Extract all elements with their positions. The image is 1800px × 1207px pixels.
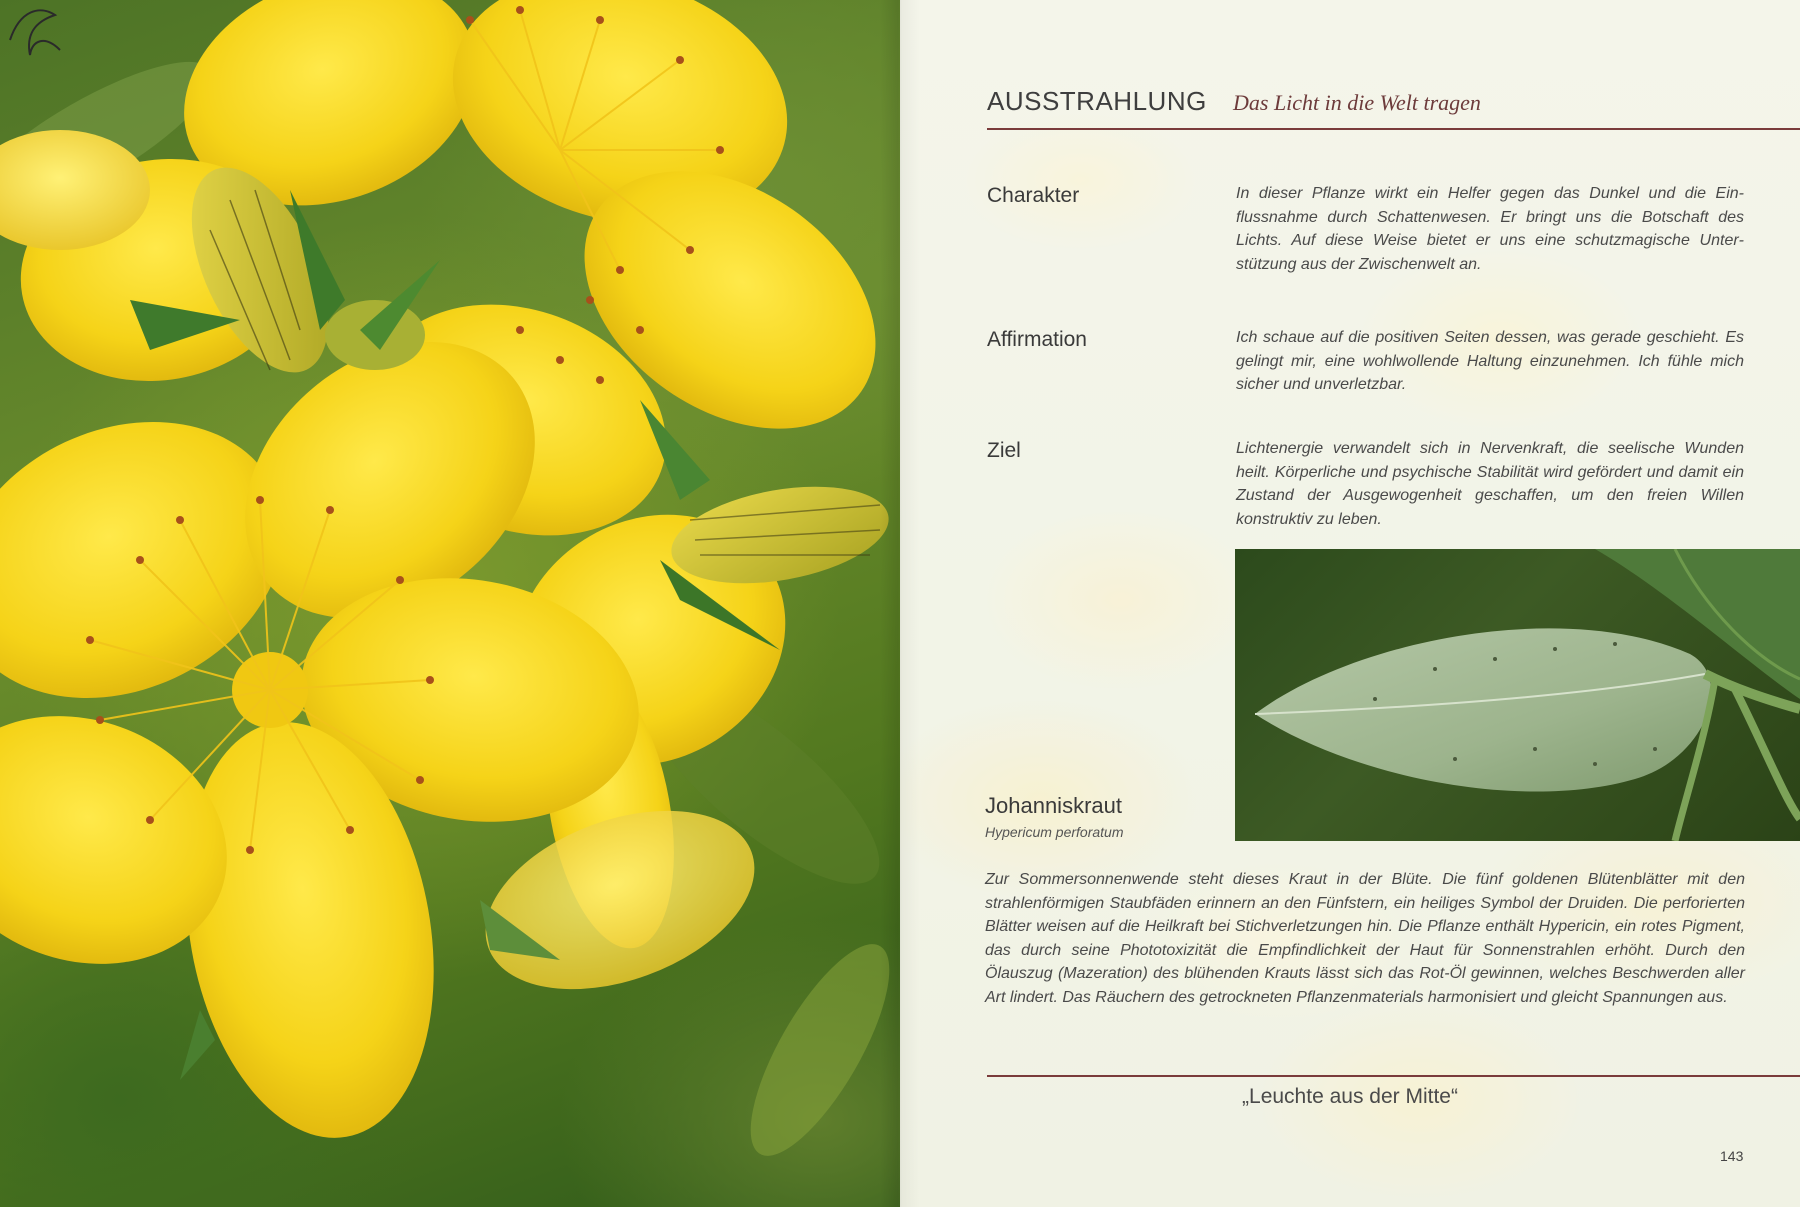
page-number: 143 <box>1720 1148 1744 1164</box>
book-gutter <box>880 0 920 1207</box>
affirmation-label: Affirmation <box>987 328 1087 351</box>
section-subtitle: Das Licht in die Welt tragen <box>1233 90 1481 115</box>
text-page <box>900 0 1800 1207</box>
top-divider <box>987 128 1800 130</box>
charakter-label: Charakter <box>987 184 1080 207</box>
plant-description: Zur Sommersonnenwende steht dieses Kraut in der Blüte. Die fünf goldenen Blütenblätter mit den strahlenförmigen Staubfäden erinnern an den Fünfstern, ein heiliges Symbol der Druiden. Die perforierten Blätter weisen auf die Heilkraft bei Stichverletzungen hin. Die Pflanze enthält Hypericin, ein rotes Pigment, das durch seine Phototoxizität die Empfindlichkeit der Haut für Sonnenstrahlen erhöht. Durch den Ölauszug (Mazeration) des blühenden Krauts lässt sich das Rot-Öl gewinnen, welches Beschwerden aller Art lindert. Das Räuchern des getrockneten Pflanzenmaterials harmonisiert und gleicht Spannungen aus. <box>985 871 1745 1006</box>
affirmation-text: Ich schaue auf die positiven Seiten dessen, was gerade geschieht. Es gelingt mir, eine wohlwollende Haltung einzunehmen. Ich fühle mich sicher und unverletzbar. <box>1236 329 1744 393</box>
leaf-illustration <box>1235 549 1800 841</box>
plant-latin-name: Hypericum perforatum <box>985 824 1124 840</box>
bottom-divider <box>987 1075 1800 1077</box>
leaf-photo <box>1235 549 1800 841</box>
charakter-text: In dieser Pflanze wirkt ein Helfer gegen das Dunkel und die Einflussnahme durch Schattenwesen. Er bringt uns die Botschaft des Lichts. Auf diese Weise bietet er uns eine schutzmagische Unterstützung aus der Zwischenwelt an. <box>1236 185 1744 273</box>
motto-quote: „Leuchte aus der Mitte“ <box>1242 1085 1458 1108</box>
ziel-label: Ziel <box>987 439 1021 462</box>
plant-name: Johanniskraut <box>985 793 1122 818</box>
section-title: AUSSTRAHLUNG <box>987 86 1207 116</box>
signature-mark <box>0 0 70 60</box>
ziel-text: Lichtenergie verwandelt sich in Nervenkraft, die seelische Wunden heilt. Körperliche und psychische Stabilität wird gefördert und damit ein Zustand der Ausgewogenheit geschaffen, um den freien Willen konstruktiv zu leben. <box>1236 440 1744 528</box>
